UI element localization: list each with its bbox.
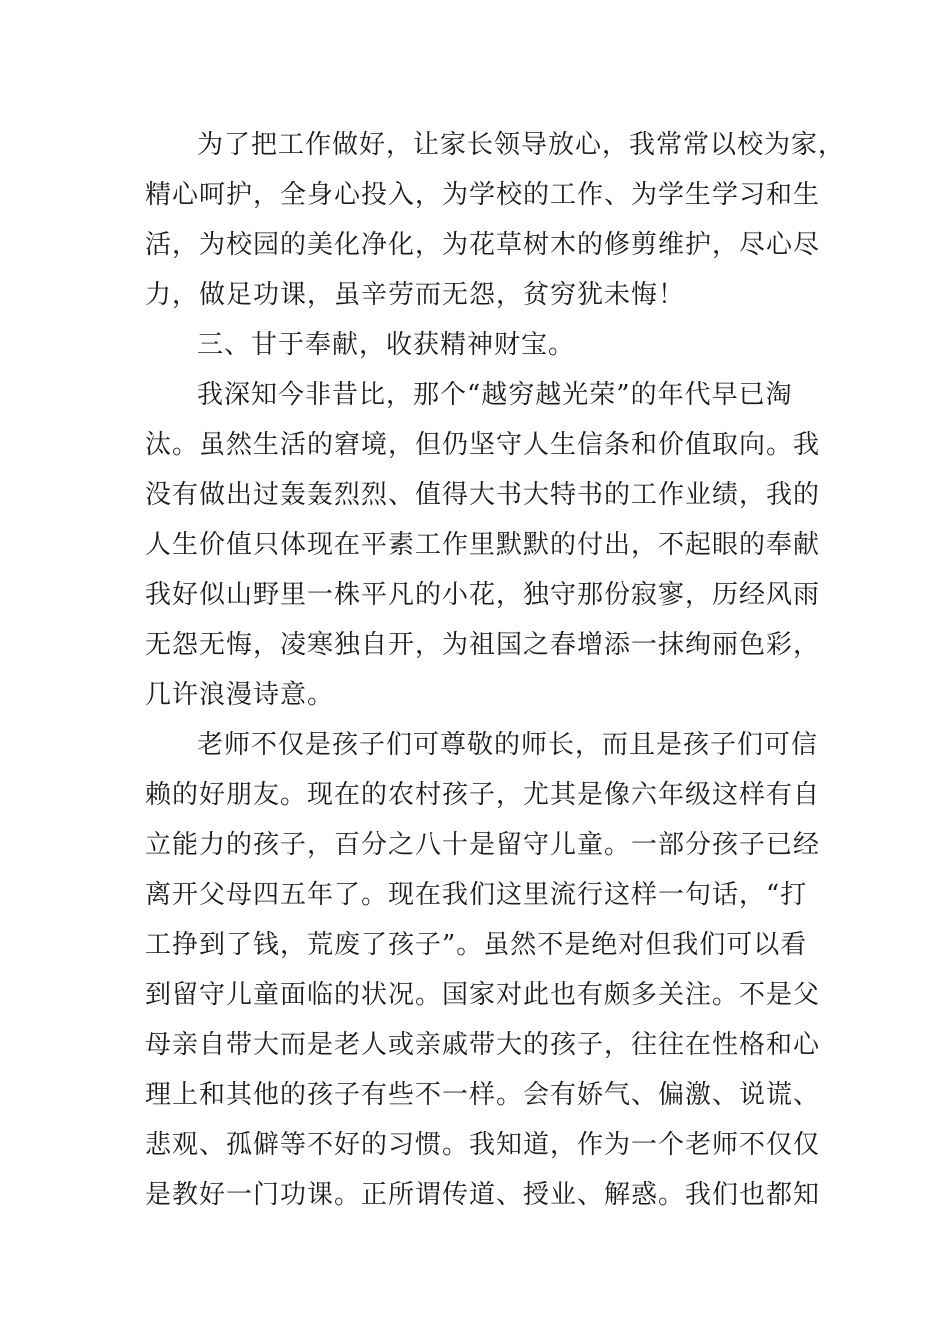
paragraph-line: 立能力的孩子，百分之八十是留守儿童。一部分孩子已经	[145, 830, 821, 860]
paragraph-line: 离开父母四五年了。现在我们这里流行这样一句话，“打	[145, 880, 808, 910]
paragraph-line: 是教好一门功课。正所谓传道、授业、解惑。我们也都知	[145, 1180, 821, 1210]
document-body	[145, 120, 846, 1220]
paragraph-line: 汰。虽然生活的窘境，但仍坚守人生信条和价值取向。我	[145, 430, 821, 460]
paragraph-line: 精心呵护，全身心投入，为学校的工作、为学生学习和生	[145, 180, 821, 210]
paragraph-line: 几许浪漫诗意。	[145, 680, 335, 710]
paragraph-line: 力，做足功课，虽辛劳而无怨，贫穷犹未悔！	[145, 280, 686, 310]
section-heading: 三、甘于奉献，收获精神财宝。	[197, 330, 576, 360]
paragraph-line: 为了把工作做好，让家长领导放心，我常常以校为家，	[197, 130, 846, 160]
paragraph-line: 悲观、孤僻等不好的习惯。我知道，作为一个老师不仅仅	[145, 1130, 821, 1160]
paragraph-line: 我好似山野里一株平凡的小花，独守那份寂寥，历经风雨	[145, 580, 821, 610]
paragraph-line: 我深知今非昔比，那个“越穷越光荣”的年代早已淘	[197, 380, 793, 410]
paragraph-line: 老师不仅是孩子们可尊敬的师长，而且是孩子们可信	[197, 730, 819, 760]
paragraph-line: 理上和其他的孩子有些不一样。会有娇气、偏激、说谎、	[145, 1080, 821, 1110]
paragraph-line: 到留守儿童面临的状况。国家对此也有颇多关注。不是父	[145, 980, 821, 1010]
paragraph-line: 工挣到了钱，荒废了孩子”。虽然不是绝对但我们可以看	[145, 930, 808, 960]
paragraph-line: 母亲自带大而是老人或亲戚带大的孩子，往往在性格和心	[145, 1030, 821, 1060]
paragraph-line: 活，为校园的美化净化，为花草树木的修剪维护，尽心尽	[145, 230, 821, 260]
paragraph-line: 无怨无悔，凌寒独自开，为祖国之春增添一抹绚丽色彩，	[145, 630, 821, 660]
paragraph-line: 人生价值只体现在平素工作里默默的付出，不起眼的奉献	[145, 530, 821, 560]
paragraph-line: 赖的好朋友。现在的农村孩子，尤其是像六年级这样有自	[145, 780, 821, 810]
paragraph-line: 没有做出过轰轰烈烈、值得大书大特书的工作业绩，我的	[145, 480, 821, 510]
